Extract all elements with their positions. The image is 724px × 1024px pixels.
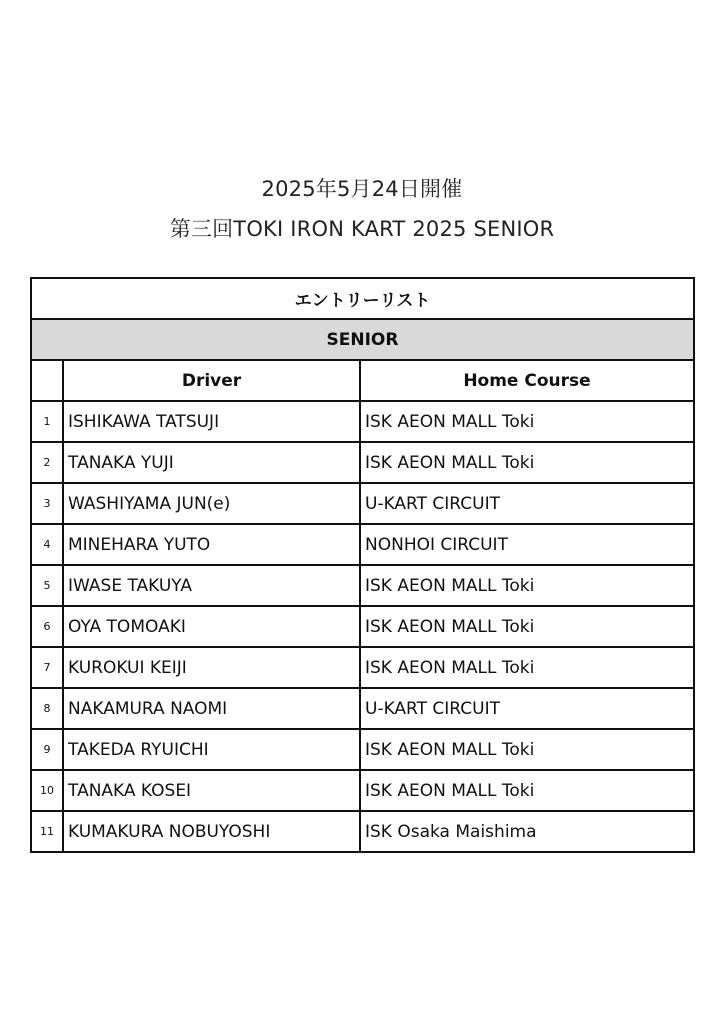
- entry-list-table: [30, 277, 695, 853]
- entry-number: 1: [31, 401, 63, 442]
- home-course: U-KART CIRCUIT: [360, 483, 694, 524]
- home-course: NONHOI CIRCUIT: [360, 524, 694, 565]
- home-course-column-header: Home Course: [360, 360, 694, 401]
- home-course: ISK AEON MALL Toki: [360, 565, 694, 606]
- class-name: SENIOR: [31, 319, 694, 360]
- entry-list-title: エントリーリスト: [31, 278, 694, 319]
- home-course: ISK AEON MALL Toki: [360, 442, 694, 483]
- driver-name: WASHIYAMA JUN(e): [63, 483, 360, 524]
- entry-number: 2: [31, 442, 63, 483]
- home-course: ISK AEON MALL Toki: [360, 729, 694, 770]
- entry-number: 10: [31, 770, 63, 811]
- entry-number: 7: [31, 647, 63, 688]
- driver-name: OYA TOMOAKI: [63, 606, 360, 647]
- event-title: 第三回TOKI IRON KART 2025 SENIOR: [169, 217, 555, 241]
- driver-name: TANAKA YUJI: [63, 442, 360, 483]
- driver-name: KUROKUI KEIJI: [63, 647, 360, 688]
- driver-name: MINEHARA YUTO: [63, 524, 360, 565]
- entry-number: 8: [31, 688, 63, 729]
- home-course: ISK AEON MALL Toki: [360, 401, 694, 442]
- table-row: [31, 688, 694, 729]
- home-course: ISK AEON MALL Toki: [360, 606, 694, 647]
- home-course: U-KART CIRCUIT: [360, 688, 694, 729]
- table-row: [31, 811, 694, 852]
- table-row: [31, 565, 694, 606]
- home-course: ISK AEON MALL Toki: [360, 647, 694, 688]
- event-date: 2025年5月24日開催: [261, 177, 463, 201]
- home-course: ISK AEON MALL Toki: [360, 770, 694, 811]
- table-row: [31, 770, 694, 811]
- number-header: [31, 360, 63, 401]
- table-row: [31, 401, 694, 442]
- table-row: [31, 524, 694, 565]
- driver-column-header: Driver: [63, 360, 360, 401]
- table-row: [31, 647, 694, 688]
- driver-name: IWASE TAKUYA: [63, 565, 360, 606]
- entry-number: 9: [31, 729, 63, 770]
- home-course: ISK Osaka Maishima: [360, 811, 694, 852]
- table-row: [31, 442, 694, 483]
- entry-number: 4: [31, 524, 63, 565]
- driver-name: KUMAKURA NOBUYOSHI: [63, 811, 360, 852]
- entry-number: 6: [31, 606, 63, 647]
- table-row: [31, 606, 694, 647]
- entry-number: 3: [31, 483, 63, 524]
- driver-name: TANAKA KOSEI: [63, 770, 360, 811]
- driver-name: NAKAMURA NAOMI: [63, 688, 360, 729]
- table-row: [31, 483, 694, 524]
- entry-number: 11: [31, 811, 63, 852]
- driver-name: ISHIKAWA TATSUJI: [63, 401, 360, 442]
- driver-name: TAKEDA RYUICHI: [63, 729, 360, 770]
- entry-number: 5: [31, 565, 63, 606]
- table-row: [31, 729, 694, 770]
